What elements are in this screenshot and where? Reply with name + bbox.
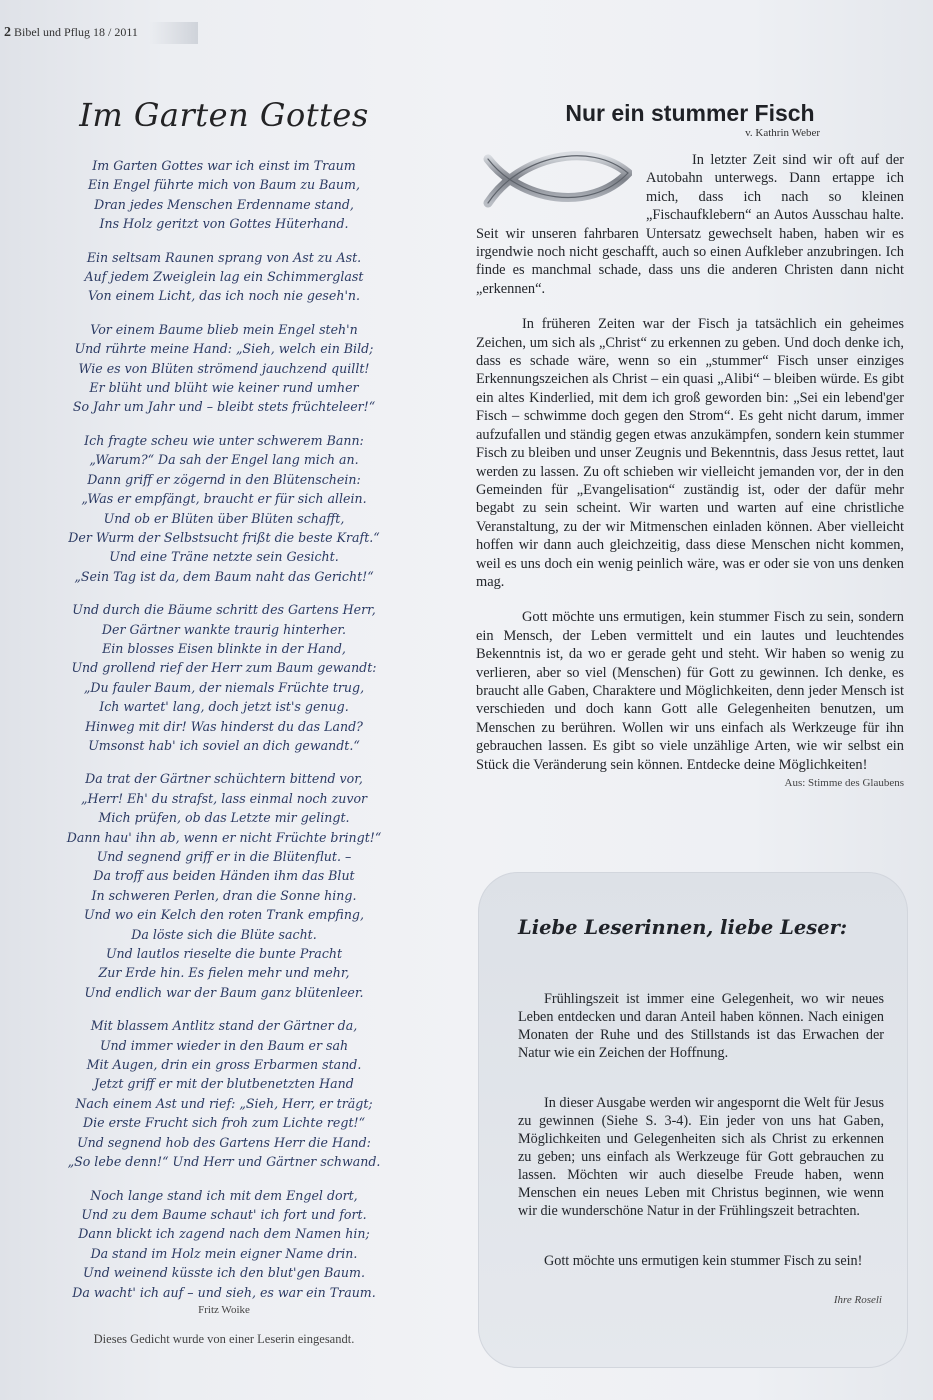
poem-line: Nach einem Ast und rief: „Sieh, Herr, er trägt;	[75, 1095, 373, 1111]
poem-line: Dann blickt ich zagend nach dem Namen hin;	[78, 1226, 370, 1242]
editor-letter-box	[478, 872, 908, 1368]
letter-paragraph: Gott möchte uns ermutigen kein stummer Fisch zu sein!	[544, 1253, 863, 1269]
poem-stanza	[40, 1016, 408, 1171]
poem-stanza	[40, 431, 408, 586]
poem-line: Umsonst hab' ich soviel an dich gewandt.“	[88, 737, 360, 753]
poem-stanzas	[40, 156, 408, 1302]
poem-stanza	[40, 1186, 408, 1302]
poem-line: Und grollend rief der Herr zum Baum gewandt:	[71, 660, 377, 676]
poem-line: Ein Engel führte mich von Baum zu Baum,	[88, 177, 360, 193]
poem-line: Der Gärtner wankte traurig hinterher.	[101, 621, 347, 637]
fish-icon	[480, 151, 632, 213]
poem-line: Und weinend küsste ich den blut'gen Baum.	[83, 1265, 365, 1281]
poem-line: In schweren Perlen, dran die Sonne hing.	[91, 887, 357, 903]
poem-line: Dann hau' ihn ab, wenn er nicht Früchte bringt!“	[66, 829, 382, 845]
poem-line: Da trat der Gärtner schüchtern bittend vor,	[85, 771, 363, 787]
poem-line: Mit Augen, drin ein gross Erbarmen stand.	[86, 1057, 362, 1073]
poem-line: Und segnend hob des Gartens Herr die Hand:	[77, 1134, 371, 1150]
page-number: 2	[4, 25, 11, 40]
article-paragraph: In letzter Zeit sind wir oft auf der Autobahn unterwegs. Dann ertappe ich mich, dass ich nach so kleinen „Fischaufklebern“ an Autos Ausschau halte. Seit wir unseren fahrbaren Untersatz gewechselt haben, haben wir es irgendwie noch nicht geschafft, auch so einen Aufkleber anzubringen. Ich finde es manchmal schade, dass uns die anderen Christen dann nicht „erkennen“.	[476, 152, 904, 297]
poem-stanza	[40, 320, 408, 417]
article-byline: v. Kathrin Weber	[745, 127, 820, 139]
poem-line: Vor einem Baume blieb mein Engel steh'n	[90, 321, 358, 337]
poem-line: Und lautlos rieselte die bunte Pracht	[105, 946, 343, 962]
letter-signature: Ihre Roseli	[833, 1294, 882, 1306]
poem-line: „Du fauler Baum, der niemals Früchte trug,	[83, 679, 365, 695]
poem-author: Fritz Woike	[198, 1303, 250, 1316]
poem-stanza	[40, 156, 408, 234]
poem-line: Dran jedes Menschen Erdenname stand,	[94, 196, 354, 212]
poem-line: Da stand im Holz mein eigner Name drin.	[90, 1245, 358, 1261]
article-body	[476, 151, 904, 789]
article-paragraph: Gott möchte uns ermutigen, kein stummer Fisch zu sein, sondern ein Mensch, der Leben vermittelt und ein lautes und leuchtendes Bekenntnis ist, da wo er gerade geht und steht. Wir haben so wenig zu verlieren, aber so viel (Menschen) für Gott zu gewinnen. Ich denke, es braucht alle Gaben, Charaktere und Möglichkeiten, denn jeder Mensch ist verschieden und doch kann Gott alle Gelegenheiten benutzen, um Menschen zu berühren. Wollen wir uns einfach als Werkzeuge für ihn gebrauchen lassen. Es gibt so viele unzählige Arten, wie wir selbst ein Stück die Veränderung sein können. Entdecke deine Möglichkeiten!	[476, 609, 904, 773]
poem-line: Ein seltsam Raunen sprang von Ast zu Ast.	[86, 249, 362, 265]
article-paragraph: In früheren Zeiten war der Fisch ja tatsächlich ein geheimes Zeichen, um sich als „Christ“ zu erkennen zu geben. Und doch denke ich, dass es schade wäre, wenn so ein „stummer“ Fisch unser einziges Erkennungszeichen als Christ – ein quasi „Alibi“ – bleiben würde. Es gibt ein altes Kinderlied, mit dem ich groß geworden bin: „Sei ein lebend'ger Fisch – schwimme doch gegen den Strom“. Es geht nicht darum, immer aufzufallen und ständig gegen etwas anzukämpfen, sondern kein stummer Fisch zu bleiben und unser Zeugnis und Bekenntnis, dass Jesus rettet, laut werden zu lassen. Zu oft schieben wir vielleicht jemanden vor, der in den Gemeinden für „Evangelisation“ zuständig ist, oder der dafür mehr begabt zu sein scheint. Wir warten und warten auf eine christliche Veranstaltung, zu der wir Mitmenschen einladen können. Aber vielleicht hoffen wir dann auch gleichzeitig, dass diese Menschen nicht kommen, weil es uns doch ein wenig peinlich wäre, was er oder sie von uns denken mag.	[476, 316, 904, 590]
poem-line: Die erste Frucht sich froh zum Lichte regt!“	[82, 1115, 366, 1131]
poem-stanza	[40, 769, 408, 1002]
poem-line: Und eine Träne netzte sein Gesicht.	[109, 549, 339, 565]
poem-stanza	[40, 248, 408, 306]
poem-title: Im Garten Gottes	[79, 96, 369, 134]
letter-paragraph: Frühlingszeit ist immer eine Gelegenheit, wo wir neues Leben entdecken und daran Anteil haben können. Nach einigen Monaten der Ruhe und des Stillstands ist das Erwachen der Natur wie ein Zeichen der Hoffnung.	[518, 991, 884, 1061]
poem-line: „Herr! Eh' du strafst, lass einmal noch zuvor	[80, 790, 368, 806]
poem-line: Ich wartet' lang, doch jetzt ist's genug.	[99, 699, 349, 715]
poem-line: Noch lange stand ich mit dem Engel dort,	[90, 1187, 358, 1203]
article-column	[476, 96, 904, 789]
poem-line: Und zu dem Baume schaut' ich fort und fort.	[81, 1206, 367, 1222]
poem-line: Und durch die Bäume schritt des Gartens Herr,	[72, 602, 376, 618]
poem-line: Der Wurm der Selbstsucht frißt die beste Kraft.“	[68, 529, 380, 545]
poem-line: Er blüht und blüht wie keiner rund umher	[89, 380, 359, 396]
article-source: Aus: Stimme des Glaubens	[784, 777, 904, 789]
poem-line: So Jahr um Jahr und – bleibt stets früchteleer!“	[72, 399, 376, 415]
letter-body	[518, 990, 884, 1302]
poem-line: „Was er empfängt, braucht er für sich allein.	[81, 491, 367, 507]
poem-line: „So lebe denn!“ Und Herr und Gärtner schwand.	[67, 1154, 381, 1170]
poem-line: Und rührte meine Hand: „Sieh, welch ein Bild;	[74, 341, 374, 357]
poem-line: Und wo ein Kelch den roten Trank empfing,	[83, 907, 365, 923]
poem-line: Ich fragte scheu wie unter schwerem Bann:	[84, 432, 364, 448]
poem-line: Auf jedem Zweiglein lag ein Schimmerglast	[84, 269, 364, 285]
poem-line: Zur Erde hin. Es fielen mehr und mehr,	[98, 965, 350, 981]
poem-line: Mich prüfen, ob das Letzte mir gelingt.	[98, 810, 350, 826]
poem-line: Und segnend griff er in die Blütenflut. –	[96, 849, 352, 864]
poem-line: Hinweg mit dir! Was hinderst du das Land?	[85, 718, 363, 734]
poem-line: Und ob er Blüten über Blüten schafft,	[103, 510, 345, 526]
poem-line: Von einem Licht, das ich noch nie geseh'n.	[87, 288, 361, 304]
poem-line: Wie es von Blüten strömend jauchzend quillt!	[78, 360, 370, 376]
poem-line: Da troff aus beiden Händen ihm das Blut	[93, 868, 355, 884]
poem-stanza	[40, 600, 408, 755]
letter-paragraph: In dieser Ausgabe werden wir angespornt die Welt für Jesus zu gewinnen (Siehe S. 3-4). Ein jeder von uns hat Gaben, Möglichkeiten und Gelegenheiten sich als Christ zu erkennen zu geben; uns einfach als Werkzeuge für Gott gebrauchen zu lassen. Möchten wir auch dieselbe Freude haben, wenn Menschen ein neues Leben mit Christus beginnen, wie wenn wir die wunderschöne Natur in der Frühlingszeit betrachten.	[518, 1095, 884, 1219]
poem-line: Da löste sich die Blüte sacht.	[131, 926, 317, 942]
poem-line: „Warum?“ Da sah der Engel lang mich an.	[89, 452, 359, 468]
poem-line: Jetzt griff er mit der blutbenetzten Hand	[94, 1076, 354, 1092]
poem-line: Und endlich war der Baum ganz blütenleer.	[84, 984, 364, 1000]
article-title: Nur ein stummer Fisch	[565, 100, 815, 126]
publication-name: Bibel und Pflug 18 / 2011	[14, 25, 138, 39]
poem-line: Ein blosses Eisen blinkte in der Hand,	[102, 640, 346, 656]
poem-line: Da wacht' ich auf – und sieh, es war ein Traum.	[72, 1284, 376, 1300]
poem-line: Und immer wieder in den Baum er sah	[99, 1037, 349, 1053]
poem-line: Dann griff er zögernd in den Blütenschein:	[87, 471, 361, 487]
poem-note: Dieses Gedicht wurde von einer Leserin eingesandt.	[93, 1331, 355, 1346]
letter-title: Liebe Leserinnen, liebe Leser:	[518, 916, 848, 939]
poem-column	[40, 96, 408, 1347]
poem-line: Mit blassem Antlitz stand der Gärtner da,	[90, 1018, 358, 1034]
page-header	[4, 22, 198, 44]
poem-line: Ins Holz geritzt von Gottes Hüterhand.	[99, 216, 349, 232]
poem-line: „Sein Tag ist da, dem Baum naht das Gericht!“	[74, 568, 374, 584]
poem-line: Im Garten Gottes war ich einst im Traum	[92, 158, 356, 173]
